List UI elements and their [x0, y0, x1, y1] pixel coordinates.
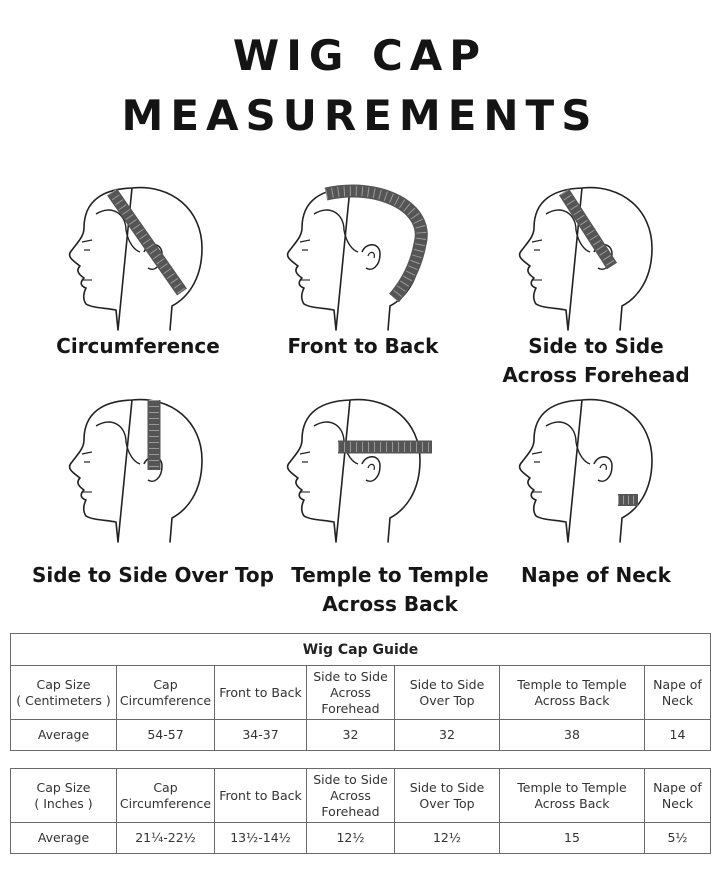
- caption-line: Circumference: [56, 334, 220, 358]
- table-cell: 12½: [307, 823, 395, 854]
- caption-line: Across Back: [322, 592, 458, 616]
- table-cell: 12½: [395, 823, 500, 854]
- head-nape-of-neck-icon: [512, 392, 672, 552]
- header-temple-to-temple: Temple to Temple Across Back: [500, 666, 645, 720]
- head-temple-to-temple-icon: [280, 392, 440, 552]
- head-side-to-side-forehead-icon: [512, 180, 662, 340]
- table-cell: 21¼-22½: [117, 823, 215, 854]
- table-cell: Average: [11, 823, 117, 854]
- caption-line: Temple to Temple: [291, 563, 489, 587]
- table-spacer: [11, 751, 711, 769]
- header-cap-size-inches: Cap Size ( Inches ): [11, 769, 117, 823]
- caption-line: Side to Side: [528, 334, 664, 358]
- head-circumference-icon: [62, 180, 212, 340]
- table-row: [11, 823, 711, 854]
- header-nape-of-neck: Nape of Neck: [645, 666, 711, 720]
- table-cell: Average: [11, 720, 117, 751]
- caption-side-to-side-forehead: [476, 332, 716, 390]
- page-title-line-1: WIG CAP: [232, 31, 488, 80]
- caption-circumference: [18, 332, 258, 361]
- caption-nape-of-neck: [476, 561, 716, 590]
- header-nape-of-neck: Nape of Neck: [645, 769, 711, 823]
- guide-title: Wig Cap Guide: [11, 634, 711, 666]
- table-header-row: [11, 666, 711, 720]
- caption-line: Nape of Neck: [521, 563, 671, 587]
- header-cap-circumference: Cap Circumference: [117, 666, 215, 720]
- head-front-to-back-icon: [280, 180, 440, 340]
- table-cell: 13½-14½: [215, 823, 307, 854]
- table-cell: 34-37: [215, 720, 307, 751]
- header-front-to-back: Front to Back: [215, 666, 307, 720]
- table-cell: 5½: [645, 823, 711, 854]
- caption-line: Across Forehead: [502, 363, 690, 387]
- header-cap-size-cm: Cap Size ( Centimeters ): [11, 666, 117, 720]
- table-header-row: [11, 769, 711, 823]
- header-side-to-side-over-top: Side to Side Over Top: [395, 769, 500, 823]
- table-cell: 54-57: [117, 720, 215, 751]
- head-side-to-side-over-top-icon: [62, 392, 212, 552]
- header-side-to-side-over-top: Side to Side Over Top: [395, 666, 500, 720]
- header-temple-to-temple: Temple to Temple Across Back: [500, 769, 645, 823]
- page-title-line-2: MEASUREMENTS: [121, 91, 599, 140]
- table-cell: 38: [500, 720, 645, 751]
- table-cell: 15: [500, 823, 645, 854]
- table-cell: 32: [395, 720, 500, 751]
- caption-line: Front to Back: [287, 334, 439, 358]
- caption-front-to-back: [243, 332, 483, 361]
- wig-cap-guide-table: [10, 633, 711, 854]
- caption-side-to-side-over-top: [18, 561, 288, 590]
- header-side-to-side-forehead: Side to Side Across Forehead: [307, 769, 395, 823]
- table-row: [11, 720, 711, 751]
- table-cell: 32: [307, 720, 395, 751]
- caption-line: Side to Side Over Top: [32, 563, 274, 587]
- table-cell: 14: [645, 720, 711, 751]
- header-side-to-side-forehead: Side to Side Across Forehead: [307, 666, 395, 720]
- header-cap-circumference: Cap Circumference: [117, 769, 215, 823]
- header-front-to-back: Front to Back: [215, 769, 307, 823]
